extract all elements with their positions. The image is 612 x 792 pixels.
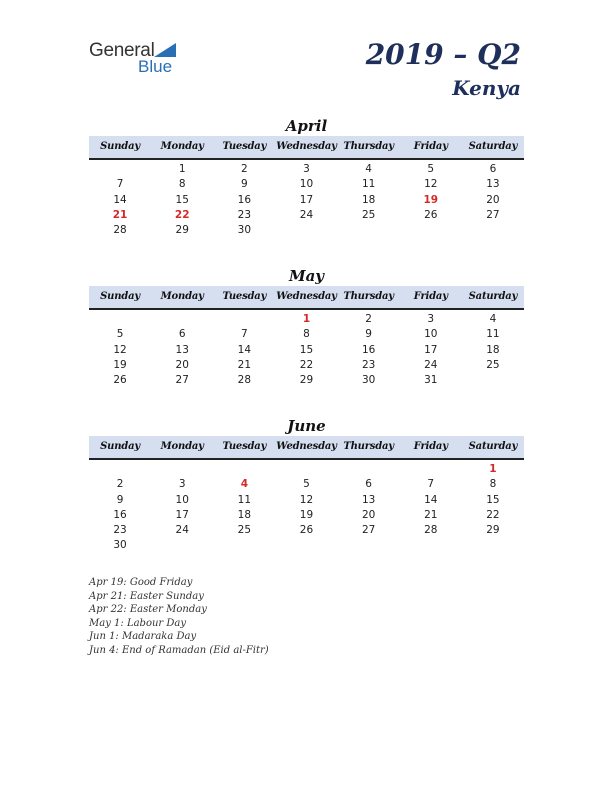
weekday-saturday: Saturday xyxy=(468,141,518,152)
weekday-tuesday: Tuesday xyxy=(222,291,267,302)
day-cell: 9 xyxy=(241,178,248,191)
day-cell: 14 xyxy=(424,493,438,506)
day-cell: 20 xyxy=(486,193,500,206)
day-cell: 5 xyxy=(116,328,124,341)
week-row xyxy=(89,523,524,538)
day-cell: 25 xyxy=(237,524,252,537)
holiday-day-cell: 22 xyxy=(174,208,190,221)
day-cell: 19 xyxy=(113,358,127,371)
day-cell: 13 xyxy=(175,343,189,356)
holiday-day-cell: 1 xyxy=(489,463,497,475)
logo-blue-text: Blue xyxy=(138,57,173,76)
week-row xyxy=(89,208,524,223)
day-cell: 31 xyxy=(424,374,438,387)
week-row xyxy=(89,327,524,342)
empty-day-cell xyxy=(89,312,151,327)
day-cell: 6 xyxy=(365,478,372,491)
day-cell: 30 xyxy=(113,539,127,552)
day-cell: 29 xyxy=(299,374,314,387)
empty-day-cell xyxy=(462,223,524,238)
empty-day-cell xyxy=(462,538,524,553)
empty-day-cell xyxy=(151,538,213,553)
day-cell: 2 xyxy=(241,163,248,175)
day-cell: 30 xyxy=(237,224,252,237)
day-cell: 7 xyxy=(116,178,124,191)
day-cell: 24 xyxy=(299,208,314,221)
empty-day-cell xyxy=(213,538,275,553)
day-cell: 16 xyxy=(113,508,127,521)
day-cell: 10 xyxy=(299,178,314,191)
day-cell: 25 xyxy=(361,208,376,221)
day-cell: 17 xyxy=(299,193,314,206)
holiday-note: Apr 19: Good Friday xyxy=(89,577,193,588)
holiday-note: Apr 22: Easter Monday xyxy=(89,604,207,616)
day-cell: 18 xyxy=(237,508,252,521)
day-cell: 3 xyxy=(178,478,186,491)
day-cell: 2 xyxy=(116,478,124,491)
empty-day-cell xyxy=(213,462,275,477)
day-cell: 24 xyxy=(424,358,438,371)
empty-day-cell xyxy=(89,462,151,477)
day-cell: 30 xyxy=(361,374,376,387)
week-row xyxy=(89,312,524,327)
day-cell: 16 xyxy=(237,193,252,206)
day-cell: 14 xyxy=(113,193,127,206)
weekday-friday: Friday xyxy=(413,441,448,452)
day-cell: 15 xyxy=(175,193,189,206)
day-cell: 22 xyxy=(486,508,500,521)
weekday-sunday: Sunday xyxy=(100,141,140,152)
weekday-monday: Monday xyxy=(160,141,204,152)
day-cell: 26 xyxy=(299,524,314,537)
day-cell: 9 xyxy=(116,493,124,506)
day-cell: 8 xyxy=(178,178,186,191)
day-cell: 23 xyxy=(361,358,376,371)
month-title: May xyxy=(288,267,325,285)
holiday-note: Jun 4: End of Ramadan (Eid al-Fitr) xyxy=(89,644,269,656)
month-june xyxy=(89,416,524,554)
holiday-day-cell: 1 xyxy=(302,313,311,325)
week-row xyxy=(89,358,524,373)
weekday-friday: Friday xyxy=(413,141,448,152)
day-cell: 12 xyxy=(113,343,127,356)
empty-day-cell xyxy=(89,162,151,177)
day-cell: 5 xyxy=(303,478,310,491)
weekday-header xyxy=(89,436,524,460)
day-cell: 17 xyxy=(424,343,438,356)
week-row xyxy=(89,223,524,238)
weekday-thursday: Thursday xyxy=(343,441,394,452)
empty-day-cell xyxy=(400,538,462,553)
weekday-header xyxy=(89,136,524,160)
holiday-day-cell: 21 xyxy=(112,208,128,221)
calendar-grid xyxy=(89,162,524,238)
empty-day-cell xyxy=(462,373,524,388)
empty-day-cell xyxy=(338,223,400,238)
weekday-monday: Monday xyxy=(160,291,204,302)
day-cell: 25 xyxy=(486,358,500,371)
holiday-note: Apr 21: Easter Sunday xyxy=(89,590,204,602)
day-cell: 21 xyxy=(237,358,252,371)
holiday-note: May 1: Labour Day xyxy=(89,617,186,629)
day-cell: 14 xyxy=(237,343,252,356)
day-cell: 27 xyxy=(361,524,376,537)
day-cell: 28 xyxy=(237,374,252,387)
day-cell: 23 xyxy=(237,208,252,221)
day-cell: 8 xyxy=(489,478,497,491)
week-row xyxy=(89,462,524,477)
day-cell: 7 xyxy=(241,328,248,341)
day-cell: 20 xyxy=(361,508,376,521)
month-april xyxy=(89,116,524,238)
week-row xyxy=(89,508,524,523)
day-cell: 26 xyxy=(424,208,438,221)
day-cell: 1 xyxy=(178,163,186,175)
holiday-notes xyxy=(89,576,269,658)
weekday-wednesday: Wednesday xyxy=(276,441,337,452)
weekday-friday: Friday xyxy=(413,291,448,302)
weekday-sunday: Sunday xyxy=(100,441,140,452)
generalblue-logo xyxy=(89,40,189,80)
day-cell: 11 xyxy=(361,178,376,191)
weekday-thursday: Thursday xyxy=(343,291,394,302)
day-cell: 5 xyxy=(427,163,435,175)
week-row xyxy=(89,538,524,553)
week-row xyxy=(89,493,524,508)
day-cell: 17 xyxy=(175,508,189,521)
day-cell: 11 xyxy=(486,328,500,341)
day-cell: 29 xyxy=(486,524,500,537)
empty-day-cell xyxy=(400,223,462,238)
calendar-grid xyxy=(89,312,524,388)
empty-day-cell xyxy=(338,462,400,477)
day-cell: 3 xyxy=(303,163,310,175)
day-cell: 6 xyxy=(178,328,186,341)
logo-general-text: General xyxy=(89,40,155,61)
quarter-title: 2019 – Q2 xyxy=(365,38,521,71)
day-cell: 12 xyxy=(299,493,314,506)
day-cell: 24 xyxy=(175,524,189,537)
week-row xyxy=(89,343,524,358)
day-cell: 29 xyxy=(175,224,189,237)
weekday-wednesday: Wednesday xyxy=(276,141,337,152)
holiday-day-cell: 19 xyxy=(423,193,439,206)
day-cell: 26 xyxy=(113,374,127,387)
day-cell: 16 xyxy=(361,343,376,356)
day-cell: 3 xyxy=(427,313,435,325)
week-row xyxy=(89,162,524,177)
weekday-thursday: Thursday xyxy=(343,141,394,152)
empty-day-cell xyxy=(213,312,275,327)
day-cell: 13 xyxy=(361,493,376,506)
week-row xyxy=(89,373,524,388)
weekday-sunday: Sunday xyxy=(100,291,140,302)
day-cell: 9 xyxy=(365,328,372,341)
week-row xyxy=(89,193,524,208)
empty-day-cell xyxy=(275,538,337,553)
day-cell: 2 xyxy=(365,313,372,325)
day-cell: 18 xyxy=(361,193,376,206)
day-cell: 15 xyxy=(299,343,314,356)
day-cell: 8 xyxy=(303,328,310,341)
weekday-monday: Monday xyxy=(160,441,204,452)
day-cell: 6 xyxy=(489,163,497,175)
day-cell: 7 xyxy=(427,478,435,491)
day-cell: 28 xyxy=(424,524,438,537)
month-title: April xyxy=(285,117,328,135)
holiday-day-cell: 4 xyxy=(240,478,248,491)
weekday-wednesday: Wednesday xyxy=(276,291,337,302)
empty-day-cell xyxy=(151,462,213,477)
day-cell: 23 xyxy=(113,524,127,537)
day-cell: 19 xyxy=(299,508,314,521)
day-cell: 15 xyxy=(486,493,500,506)
month-title: June xyxy=(287,417,326,435)
day-cell: 13 xyxy=(486,178,500,191)
country-title: Kenya xyxy=(452,76,521,100)
day-cell: 10 xyxy=(175,493,189,506)
weekday-tuesday: Tuesday xyxy=(222,441,267,452)
day-cell: 21 xyxy=(424,508,438,521)
weekday-tuesday: Tuesday xyxy=(222,141,267,152)
day-cell: 27 xyxy=(486,208,500,221)
empty-day-cell xyxy=(275,462,337,477)
day-cell: 10 xyxy=(424,328,438,341)
calendar-grid xyxy=(89,462,524,554)
empty-day-cell xyxy=(275,223,337,238)
day-cell: 20 xyxy=(175,358,189,371)
day-cell: 11 xyxy=(237,493,252,506)
logo-triangle-icon xyxy=(154,43,176,57)
weekday-saturday: Saturday xyxy=(468,441,518,452)
day-cell: 28 xyxy=(113,224,127,237)
holiday-note: Jun 1: Madaraka Day xyxy=(89,631,197,643)
day-cell: 27 xyxy=(175,374,189,387)
empty-day-cell xyxy=(338,538,400,553)
month-may xyxy=(89,266,524,388)
weekday-saturday: Saturday xyxy=(468,291,518,302)
day-cell: 18 xyxy=(486,343,500,356)
day-cell: 4 xyxy=(365,163,372,175)
day-cell: 22 xyxy=(299,358,314,371)
week-row xyxy=(89,477,524,492)
empty-day-cell xyxy=(151,312,213,327)
week-row xyxy=(89,177,524,192)
empty-day-cell xyxy=(400,462,462,477)
day-cell: 4 xyxy=(489,313,497,325)
day-cell: 12 xyxy=(424,178,438,191)
weekday-header xyxy=(89,286,524,310)
